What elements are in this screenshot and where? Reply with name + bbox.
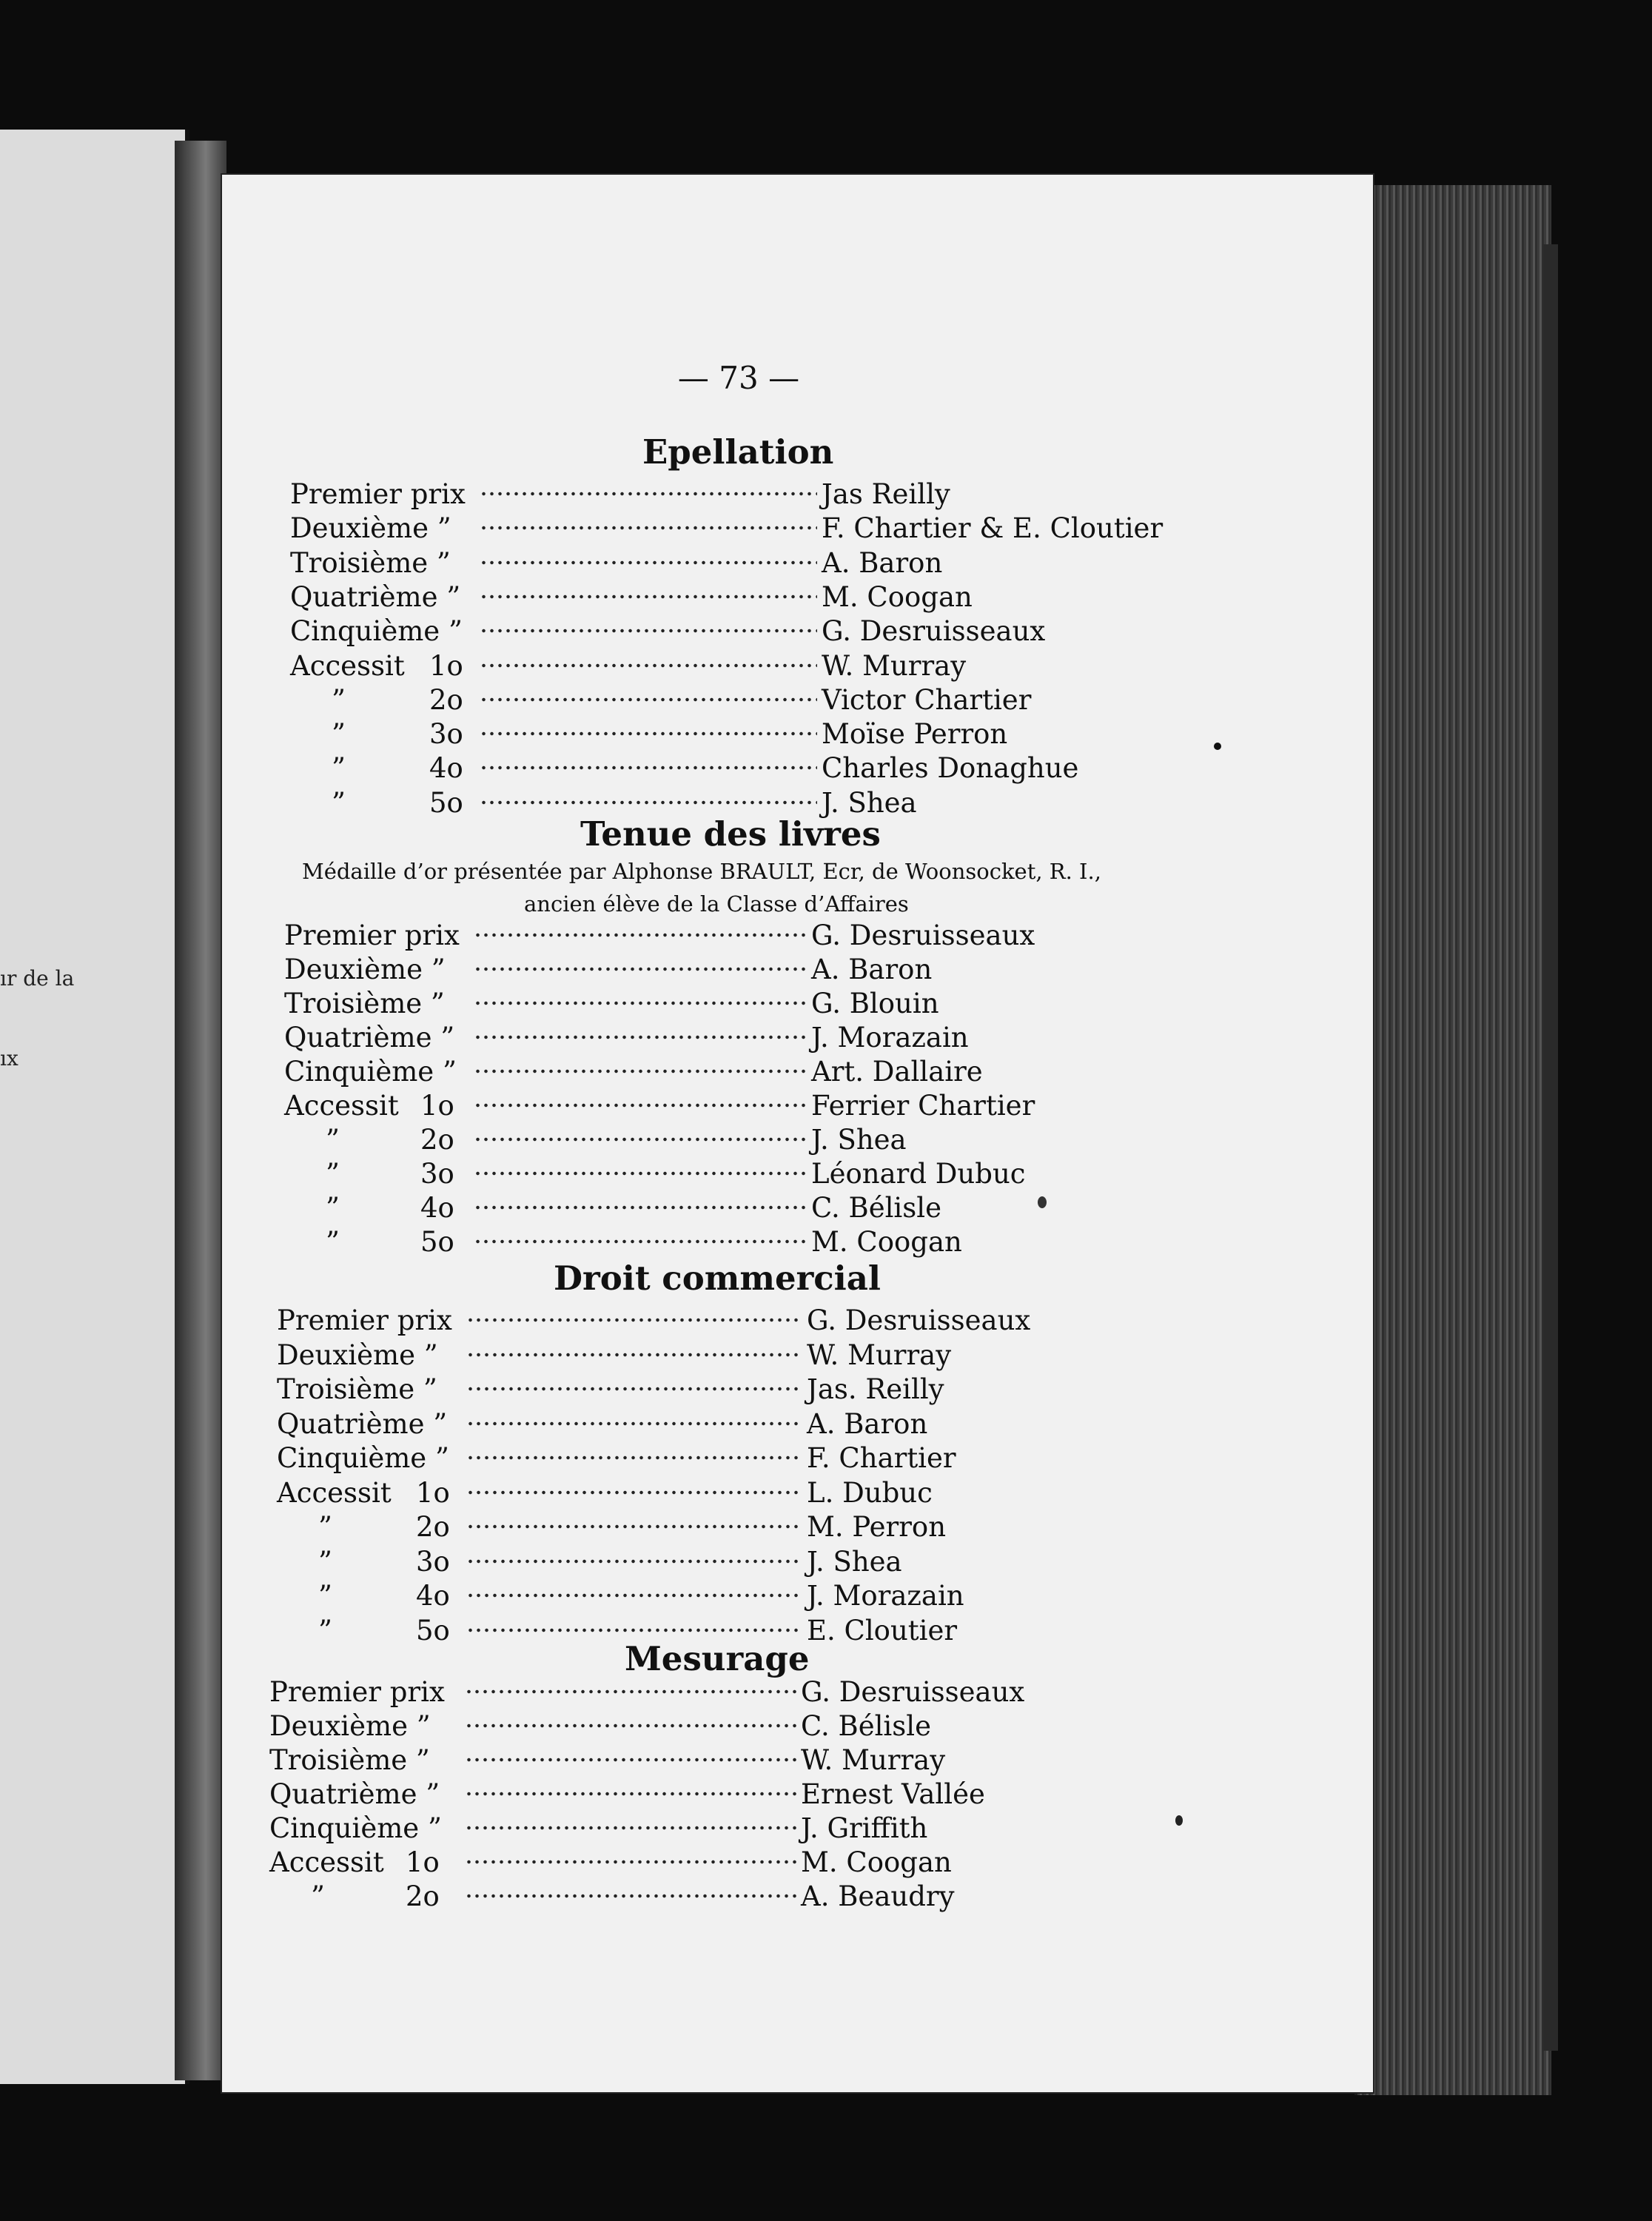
prize-winner-name: C. Bélisle	[811, 1192, 941, 1224]
leader-dots	[474, 1136, 807, 1143]
prize-rank: Cinquième ”	[284, 1056, 457, 1088]
accessit-number: 5o	[416, 1614, 450, 1647]
leader-dots	[480, 490, 817, 498]
left-page-fragment: ıx	[0, 1046, 19, 1071]
ink-speck	[1175, 1815, 1183, 1826]
ink-speck	[1038, 1196, 1047, 1208]
prize-winner-name: F. Chartier & E. Cloutier	[822, 512, 1164, 545]
prize-rank: Quatrième ”	[277, 1407, 448, 1440]
prize-row	[290, 684, 1178, 717]
prize-rank: ”	[311, 1880, 325, 1912]
prize-rank: ”	[326, 1158, 340, 1190]
prize-rank: ”	[332, 718, 346, 751]
prize-rank: Premier prix	[284, 919, 460, 951]
leader-dots	[465, 1756, 796, 1763]
prize-rank: Deuxième ”	[269, 1710, 431, 1742]
prize-winner-name: J. Morazain	[807, 1580, 964, 1612]
leader-dots	[480, 696, 817, 703]
prize-winner-name: M. Perron	[807, 1511, 947, 1543]
prize-row	[277, 1408, 1165, 1441]
prize-row	[290, 718, 1178, 751]
prize-row	[277, 1304, 1165, 1337]
prize-winner-name: W. Murray	[801, 1744, 946, 1776]
prize-row	[284, 1158, 1172, 1190]
prize-row	[284, 919, 1172, 952]
prize-rank: Cinquième ”	[269, 1812, 442, 1844]
prize-rank: Accessit	[269, 1846, 384, 1878]
prize-row	[269, 1812, 1158, 1845]
prize-winner-name: Charles Donaghue	[822, 752, 1079, 785]
leader-dots	[474, 965, 807, 973]
leader-dots	[474, 1238, 807, 1245]
prize-rank: Accessit	[284, 1090, 399, 1122]
prize-rank: Troisième ”	[290, 546, 451, 579]
prize-row	[284, 1226, 1172, 1259]
accessit-number: 4o	[416, 1580, 450, 1612]
accessit-number: 2o	[406, 1880, 440, 1912]
prize-row	[290, 547, 1178, 580]
prize-winner-name: G. Desruisseaux	[811, 919, 1035, 951]
prize-rank: Quatrième ”	[284, 1022, 455, 1053]
page-fore-edge	[1354, 185, 1551, 2095]
section-title-mesurage: Mesurage	[625, 1639, 810, 1678]
prize-winner-name: J. Morazain	[811, 1022, 969, 1053]
prize-rank: Deuxième ”	[284, 954, 446, 985]
prize-rank: Premier prix	[269, 1676, 445, 1708]
leader-dots	[465, 1824, 796, 1832]
prize-row	[284, 954, 1172, 986]
prize-rank: ”	[318, 1580, 332, 1612]
prize-rank: Accessit	[277, 1476, 392, 1509]
leader-dots	[474, 999, 807, 1007]
accessit-number: 3o	[420, 1158, 454, 1190]
prize-winner-name: Ernest Vallée	[801, 1778, 985, 1810]
prize-winner-name: A. Beaudry	[801, 1880, 955, 1912]
prize-row	[269, 1710, 1158, 1743]
prize-row	[290, 650, 1178, 683]
book-cover-edge	[1543, 244, 1558, 2051]
leader-dots	[474, 1068, 807, 1075]
prize-row	[277, 1580, 1165, 1612]
leader-dots	[465, 1688, 796, 1695]
prize-winner-name: G. Desruisseaux	[822, 615, 1046, 648]
leader-dots	[465, 1892, 796, 1900]
leader-dots	[466, 1523, 802, 1530]
prize-row	[269, 1676, 1158, 1709]
ink-speck	[1214, 743, 1221, 750]
prize-winner-name: C. Bélisle	[801, 1710, 931, 1742]
leader-dots	[465, 1858, 796, 1866]
section-caption: ancien élève de la Classe d’Affaires	[524, 891, 909, 917]
prize-row	[277, 1511, 1165, 1544]
prize-winner-name: G. Blouin	[811, 988, 939, 1019]
accessit-number: 3o	[429, 718, 463, 751]
leader-dots	[466, 1627, 802, 1634]
prize-rank: ”	[332, 786, 346, 819]
accessit-number: 1o	[406, 1846, 440, 1878]
leader-dots	[474, 931, 807, 939]
prize-rank: ”	[326, 1124, 340, 1156]
prize-row	[290, 752, 1178, 785]
section-title-droit-commercial: Droit commercial	[554, 1259, 882, 1298]
prize-rank: Troisième ”	[269, 1744, 430, 1776]
prize-winner-name: G. Desruisseaux	[807, 1304, 1031, 1336]
leader-dots	[474, 1034, 807, 1041]
prize-rank: Premier prix	[290, 478, 466, 510]
leader-dots	[480, 627, 817, 634]
leader-dots	[465, 1722, 796, 1729]
leader-dots	[466, 1454, 802, 1461]
prize-winner-name: M. Coogan	[822, 580, 973, 613]
prize-winner-name: Art. Dallaire	[811, 1056, 983, 1088]
page-number: — 73 —	[677, 360, 800, 396]
prize-winner-name: A. Baron	[807, 1407, 928, 1440]
left-page	[0, 130, 189, 2084]
leader-dots	[466, 1351, 802, 1359]
leader-dots	[474, 1102, 807, 1109]
prize-winner-name: J. Shea	[811, 1124, 907, 1156]
prize-row	[290, 478, 1178, 511]
prize-winner-name: W. Murray	[807, 1339, 952, 1371]
prize-row	[290, 512, 1178, 545]
leader-dots	[480, 662, 817, 669]
prize-row	[284, 1056, 1172, 1088]
accessit-number: 1o	[429, 649, 463, 682]
prize-rank: ”	[318, 1511, 332, 1543]
prize-rank: ”	[332, 752, 346, 785]
accessit-number: 4o	[429, 752, 463, 785]
prize-row	[284, 988, 1172, 1020]
prize-rank: ”	[326, 1192, 340, 1224]
prize-row	[269, 1744, 1158, 1777]
prize-winner-name: G. Desruisseaux	[801, 1676, 1025, 1708]
prize-winner-name: Victor Chartier	[822, 683, 1032, 716]
prize-rank: ”	[332, 683, 346, 716]
prize-rank: Troisième ”	[277, 1373, 437, 1405]
prize-row	[269, 1778, 1158, 1811]
prize-row	[284, 1022, 1172, 1054]
accessit-number: 1o	[416, 1476, 450, 1509]
leader-dots	[466, 1592, 802, 1599]
prize-winner-name: L. Dubuc	[807, 1476, 933, 1509]
leader-dots	[480, 559, 817, 566]
leader-dots	[474, 1170, 807, 1177]
prize-winner-name: A. Baron	[811, 954, 933, 985]
prize-rank: Deuxième ”	[290, 512, 451, 545]
leader-dots	[466, 1420, 802, 1427]
accessit-number: 5o	[420, 1226, 454, 1258]
leader-dots	[466, 1385, 802, 1393]
prize-rank: Premier prix	[277, 1304, 452, 1336]
prize-rank: Quatrième ”	[290, 580, 461, 613]
prize-winner-name: Jas Reilly	[822, 478, 950, 510]
leader-dots	[480, 764, 817, 771]
accessit-number: 3o	[416, 1545, 450, 1578]
leader-dots	[480, 730, 817, 737]
prize-rank: ”	[318, 1614, 332, 1647]
prize-row	[277, 1442, 1165, 1475]
section-title-tenue-des-livres: Tenue des livres	[580, 814, 881, 854]
leader-dots	[466, 1489, 802, 1496]
accessit-number: 4o	[420, 1192, 454, 1224]
prize-rank: Cinquième ”	[290, 615, 463, 648]
prize-row	[284, 1090, 1172, 1122]
leader-dots	[480, 524, 817, 532]
prize-row	[269, 1880, 1158, 1913]
prize-row	[284, 1124, 1172, 1156]
prize-row	[290, 615, 1178, 648]
accessit-number: 2o	[420, 1124, 454, 1156]
prize-rank: ”	[326, 1226, 340, 1258]
prize-row	[277, 1546, 1165, 1578]
prize-row	[269, 1846, 1158, 1879]
prize-row	[277, 1477, 1165, 1510]
prize-rank: Accessit	[290, 649, 405, 682]
accessit-number: 1o	[420, 1090, 454, 1122]
prize-winner-name: E. Cloutier	[807, 1614, 958, 1647]
prize-winner-name: W. Murray	[822, 649, 967, 682]
prize-winner-name: J. Shea	[822, 786, 917, 819]
accessit-number: 2o	[416, 1511, 450, 1543]
leader-dots	[474, 1204, 807, 1211]
prize-rank: ”	[318, 1545, 332, 1578]
prize-winner-name: J. Shea	[807, 1545, 902, 1578]
prize-winner-name: Ferrier Chartier	[811, 1090, 1035, 1122]
prize-winner-name: F. Chartier	[807, 1442, 956, 1474]
leader-dots	[466, 1558, 802, 1565]
accessit-number: 5o	[429, 786, 463, 819]
prize-row	[290, 581, 1178, 614]
leader-dots	[480, 593, 817, 600]
accessit-number: 2o	[429, 683, 463, 716]
prize-winner-name: Jas. Reilly	[807, 1373, 944, 1405]
section-caption: Médaille d’or présentée par Alphonse BRAULT, Ecr, de Woonsocket, R. I.,	[302, 859, 1101, 884]
prize-rank: Quatrième ”	[269, 1778, 440, 1810]
prize-winner-name: A. Baron	[822, 546, 943, 579]
section-title-epellation: Epellation	[642, 432, 834, 472]
prize-winner-name: J. Griffith	[801, 1812, 928, 1844]
prize-row	[277, 1373, 1165, 1406]
prize-winner-name: Moïse Perron	[822, 718, 1008, 751]
prize-winner-name: M. Coogan	[801, 1846, 952, 1878]
prize-row	[277, 1339, 1165, 1372]
prize-rank: Deuxième ”	[277, 1339, 438, 1371]
prize-rank: Cinquième ”	[277, 1442, 449, 1474]
leader-dots	[480, 799, 817, 806]
leader-dots	[466, 1316, 802, 1324]
leader-dots	[465, 1790, 796, 1798]
left-page-fragment: ır de la	[0, 966, 75, 991]
book-gutter	[175, 141, 226, 2080]
prize-rank: Troisième ”	[284, 988, 445, 1019]
prize-winner-name: M. Coogan	[811, 1226, 962, 1258]
prize-winner-name: Léonard Dubuc	[811, 1158, 1026, 1190]
